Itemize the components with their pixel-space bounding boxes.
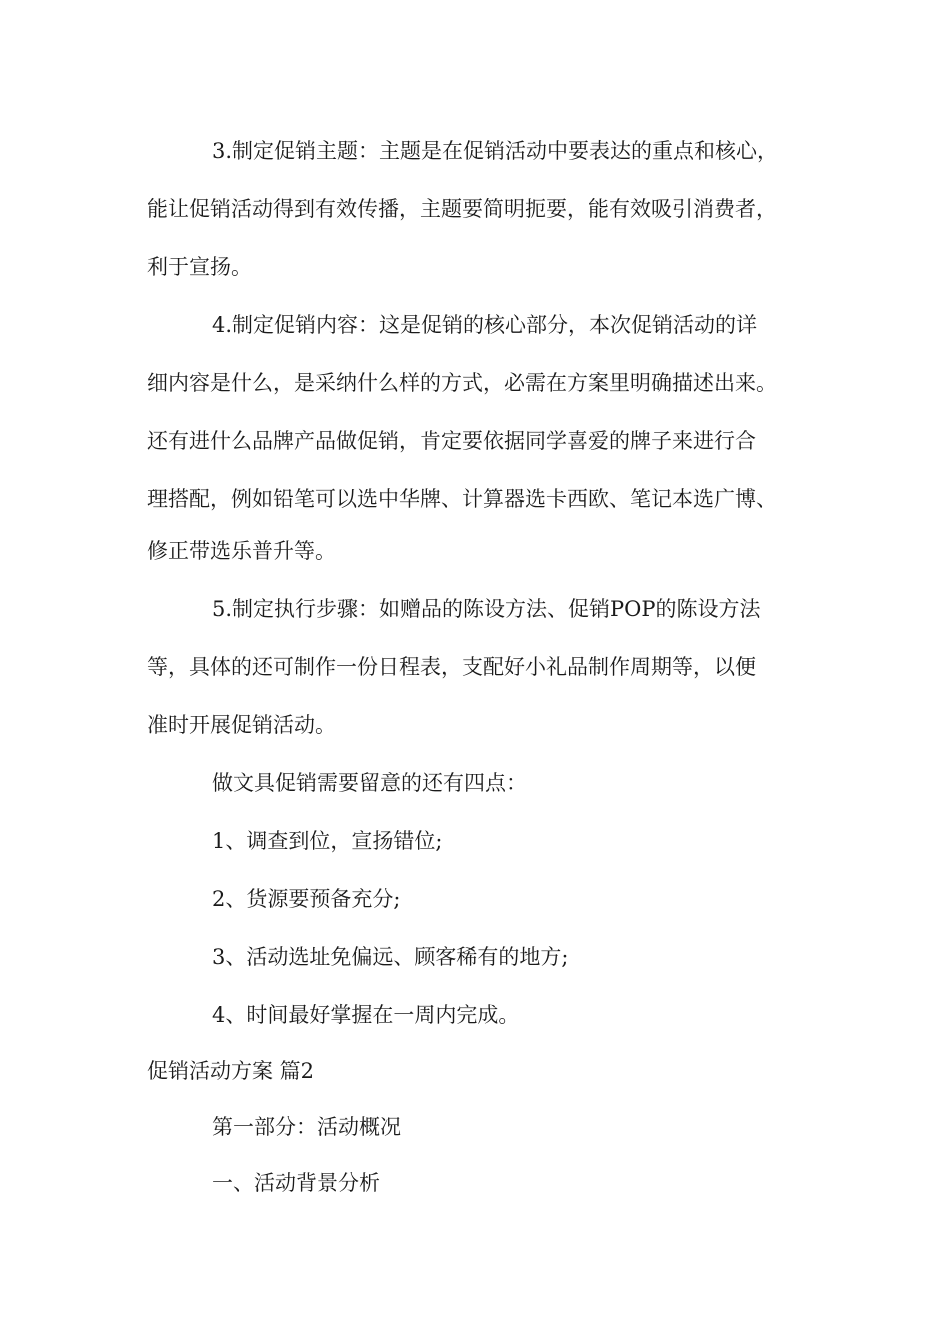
paragraph-line: 细内容是什么，是采纳什么样的方式，必需在方案里明确描述出来。 (147, 371, 777, 395)
paragraph-line: 能让促销活动得到有效传播，主题要简明扼要，能有效吸引消费者， (147, 197, 777, 221)
section-heading: 第一部分：活动概况 (212, 1115, 401, 1139)
paragraph-line: 5.制定执行步骤：如赠品的陈设方法、促销POP的陈设方法 (212, 597, 761, 621)
list-item: 4、时间最好掌握在一周内完成。 (212, 1003, 520, 1027)
list-item: 1、调查到位，宣扬错位; (212, 829, 443, 853)
paragraph-line: 等，具体的还可制作一份日程表，支配好小礼品制作周期等，以便 (147, 655, 756, 679)
paragraph-line: 修正带选乐普升等。 (147, 539, 336, 563)
paragraph-line: 做文具促销需要留意的还有四点： (212, 771, 527, 795)
paragraph-line: 理搭配，例如铅笔可以选中华牌、计算器选卡西欧、笔记本选广博、 (147, 487, 777, 511)
paragraph-line: 利于宣扬。 (147, 255, 252, 279)
paragraph-line: 4.制定促销内容：这是促销的核心部分，本次促销活动的详 (212, 313, 758, 337)
paragraph-line: 还有进什么品牌产品做促销，肯定要依据同学喜爱的牌子来进行合 (147, 429, 756, 453)
subsection-heading: 一、活动背景分析 (212, 1171, 380, 1195)
list-item: 3、活动选址免偏远、顾客稀有的地方; (212, 945, 569, 969)
list-item: 2、货源要预备充分; (212, 887, 401, 911)
section-title: 促销活动方案 篇2 (147, 1059, 315, 1083)
paragraph-line: 3.制定促销主题：主题是在促销活动中要表达的重点和核心， (212, 139, 779, 163)
paragraph-line: 准时开展促销活动。 (147, 713, 336, 737)
